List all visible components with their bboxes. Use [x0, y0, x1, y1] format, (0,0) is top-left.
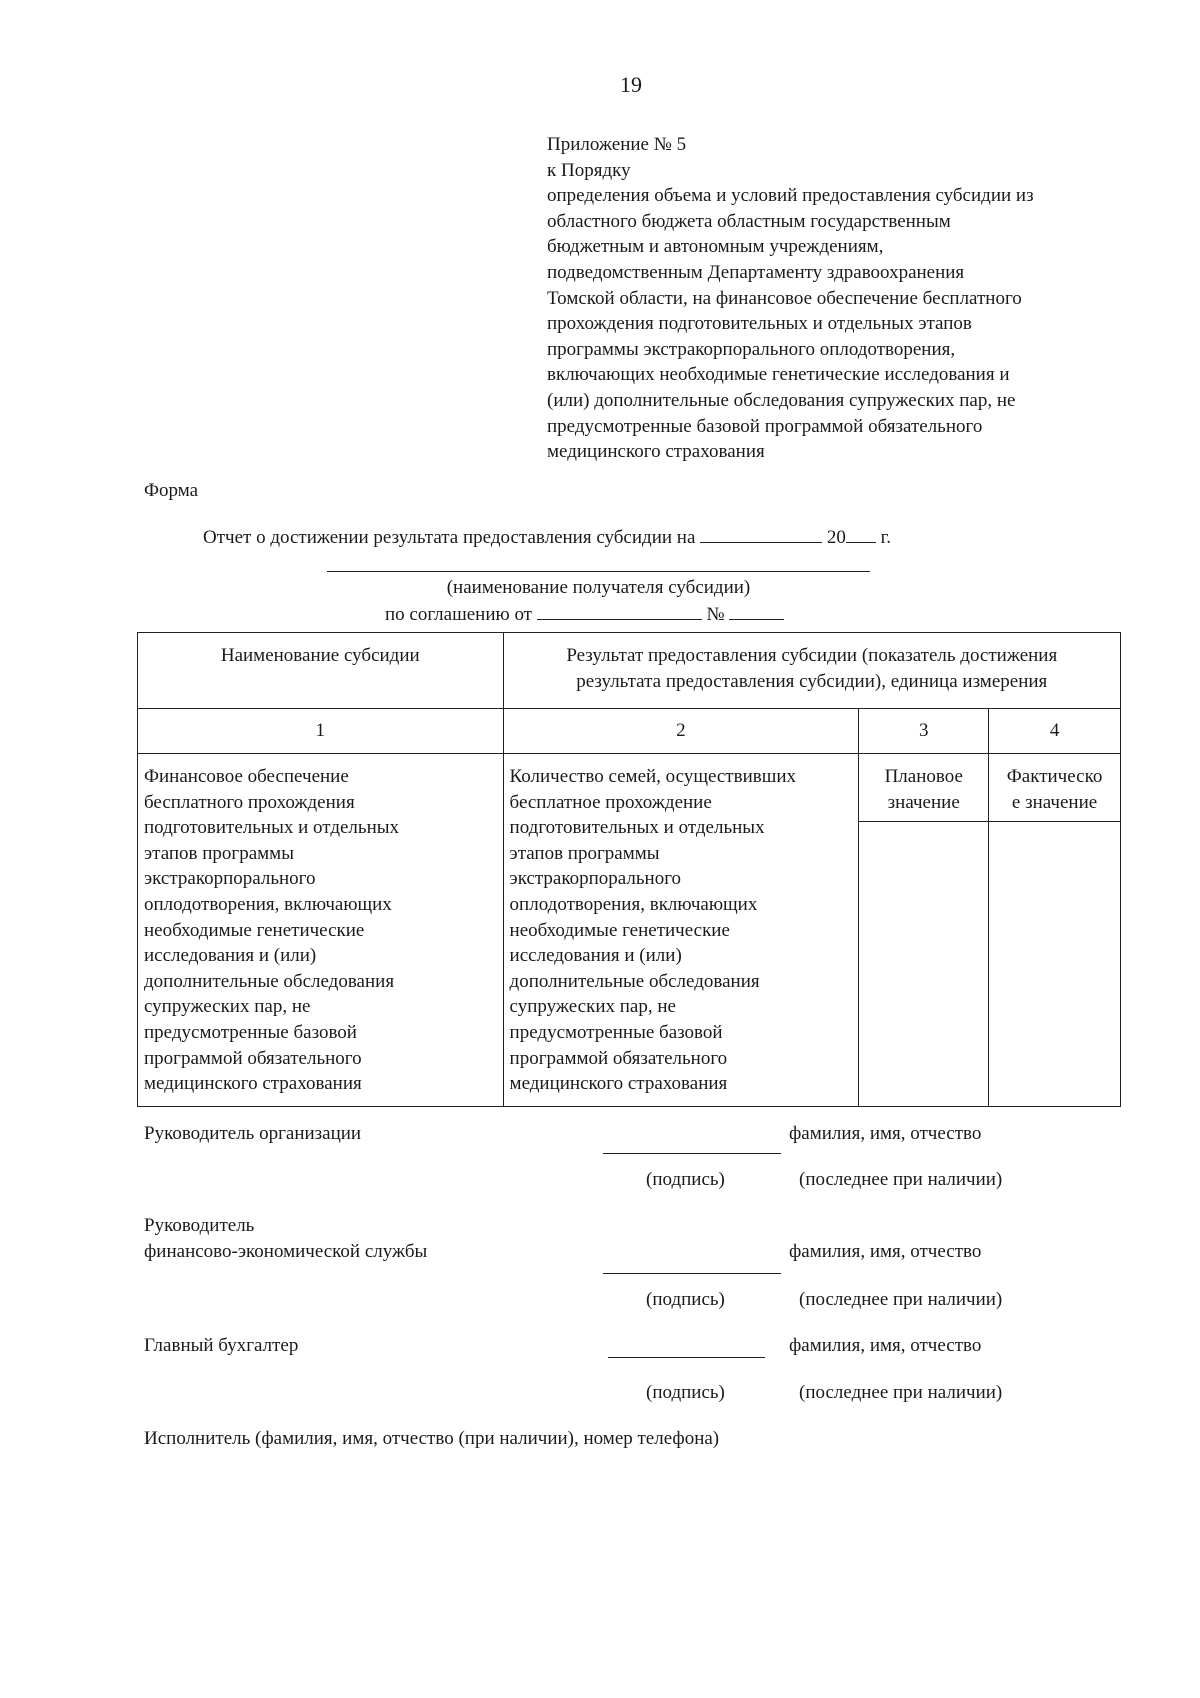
report-table: [137, 632, 1121, 1107]
agreement-number-blank[interactable]: [729, 601, 784, 620]
subsidy-name-line: программой обязательного: [144, 1047, 362, 1069]
chief-accountant-signature-line[interactable]: [608, 1357, 765, 1358]
subsidy-name-line: этапов программы: [144, 842, 294, 864]
header-result-line: результата предоставления субсидии), единица измерения: [576, 670, 1048, 692]
col-number: 1: [138, 709, 504, 754]
result-line: Количество семей, осуществивших: [509, 766, 797, 787]
agreement-date-blank[interactable]: [537, 601, 702, 620]
subsidy-name-line: оплодотворения, включающих: [144, 893, 392, 915]
planned-line: значение: [887, 791, 960, 813]
fio-label: фамилия, имя, отчество: [789, 1241, 982, 1262]
result-line: этапов программы: [509, 842, 660, 864]
fio-label: фамилия, имя, отчество: [789, 1335, 982, 1356]
page-number: 19: [620, 72, 642, 97]
year-prefix: 20: [826, 527, 846, 548]
result-line: медицинского страхования: [509, 1073, 728, 1095]
planned-line: Плановое: [884, 766, 963, 787]
appendix-line: подведомственным Департаменту здравоохранения: [547, 261, 965, 283]
signature-caption: (подпись): [646, 1169, 725, 1190]
result-line: предусмотренные базовой: [509, 1021, 723, 1043]
actual-value-cell[interactable]: [989, 822, 1121, 1107]
appendix-line: предусмотренные базовой программой обязательного: [547, 415, 983, 437]
last-name-caption: (последнее при наличии): [799, 1382, 1003, 1403]
header-result: [503, 633, 1120, 709]
agreement-prefix: по соглашению от: [385, 604, 532, 625]
header-row: [138, 633, 1121, 709]
chief-accountant-label: Главный бухгалтер: [144, 1335, 299, 1356]
last-name-caption: (последнее при наличии): [799, 1169, 1003, 1190]
appendix-line: определения объема и условий предоставления субсидии из: [547, 185, 1034, 207]
col-number: 4: [989, 709, 1121, 754]
fio-label: фамилия, имя, отчество: [789, 1123, 982, 1144]
subsidy-name-line: исследования и (или): [144, 945, 317, 967]
result-line: программой обязательного: [509, 1047, 728, 1069]
head-fin-label-1: Руководитель: [144, 1215, 255, 1236]
subsidy-name-line: медицинского страхования: [144, 1073, 362, 1095]
appendix-line: прохождения подготовительных и отдельных этапов: [547, 313, 972, 335]
column-number-row: [138, 709, 1121, 754]
head-org-signature-line[interactable]: [603, 1153, 781, 1154]
result-line: необходимые генетические: [509, 919, 730, 941]
result-line: супружеских пар, не: [509, 996, 676, 1018]
subsidy-name-line: дополнительные обследования: [144, 970, 395, 992]
body-row: [138, 754, 1121, 822]
form-label: Форма: [144, 480, 199, 501]
planned-value-header: [859, 754, 989, 822]
actual-line: е значение: [1011, 791, 1098, 813]
result-line: бесплатное прохождение: [509, 791, 712, 813]
year-suffix: г.: [880, 527, 892, 548]
head-fin-signature-line[interactable]: [603, 1273, 781, 1274]
result-line: оплодотворения, включающих: [509, 893, 758, 915]
col-number: 3: [859, 709, 989, 754]
result-line: подготовительных и отдельных: [509, 817, 765, 839]
appendix-line: Томской области, на финансовое обеспечение бесплатного: [547, 287, 1022, 309]
appendix-header: [547, 132, 1034, 465]
appendix-line: включающих необходимые генетические исследования и: [547, 364, 1010, 386]
recipient-name-line[interactable]: [327, 571, 870, 572]
year-blank[interactable]: [846, 524, 876, 543]
planned-value-cell[interactable]: [859, 822, 989, 1107]
appendix-line: к Порядку: [547, 159, 631, 181]
date-blank[interactable]: [700, 524, 822, 543]
number-sign: №: [706, 604, 725, 625]
appendix-line: областного бюджета областным государственным: [547, 210, 951, 232]
actual-line: Фактическо: [1006, 766, 1103, 787]
title-prefix: Отчет о достижении результата предоставления субсидии на: [203, 527, 696, 548]
subsidy-name-line: экстракорпорального: [144, 868, 316, 890]
header-result-line: Результат предоставления субсидии (показатель достижения: [566, 645, 1058, 666]
appendix-line: (или) дополнительные обследования супружеских пар, не: [547, 389, 1016, 411]
agreement-line: [385, 601, 784, 628]
report-title: [203, 524, 891, 551]
header-subsidy-name: Наименование субсидии: [138, 633, 504, 709]
result-cell: [503, 754, 859, 1107]
result-line: экстракорпорального: [509, 868, 682, 890]
head-org-label: Руководитель организации: [144, 1123, 362, 1144]
signature-caption: (подпись): [646, 1289, 725, 1310]
subsidy-name-line: необходимые генетические: [144, 919, 365, 941]
head-fin-label-2: финансово-экономической службы: [144, 1241, 428, 1262]
result-line: исследования и (или): [509, 945, 682, 967]
subsidy-name-line: Финансовое обеспечение: [144, 766, 349, 787]
appendix-line: Приложение № 5: [547, 134, 687, 155]
executor-label: Исполнитель (фамилия, имя, отчество (при наличии), номер телефона): [144, 1428, 720, 1449]
col-number: 2: [503, 709, 859, 754]
appendix-line: медицинского страхования: [547, 441, 765, 463]
result-line: дополнительные обследования: [509, 970, 760, 992]
appendix-line: бюджетным и автономным учреждениям,: [547, 236, 884, 258]
recipient-caption: (наименование получателя субсидии): [446, 577, 751, 598]
subsidy-name-cell: [138, 754, 504, 1107]
appendix-line: программы экстракорпорального оплодотворения,: [547, 338, 956, 360]
actual-value-header: [989, 754, 1121, 822]
signature-caption: (подпись): [646, 1382, 725, 1403]
subsidy-name-line: бесплатного прохождения: [144, 791, 355, 813]
subsidy-name-line: супружеских пар, не: [144, 996, 311, 1018]
subsidy-name-line: подготовительных и отдельных: [144, 817, 400, 839]
last-name-caption: (последнее при наличии): [799, 1289, 1003, 1310]
subsidy-name-line: предусмотренные базовой: [144, 1021, 357, 1043]
